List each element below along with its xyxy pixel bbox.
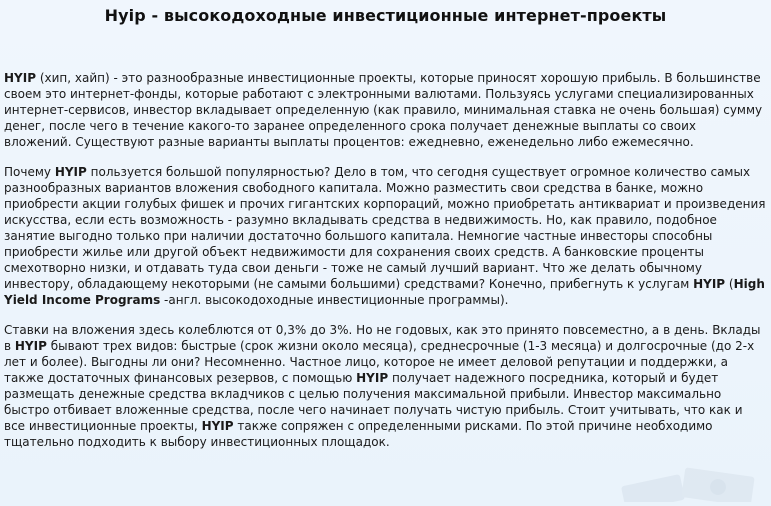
paragraph-text: получает надежного посредника, который и будет размещать денежные средства вкладчиков с целью получения максимальной прибыли. Инвестор максимально быстро отбивает вложенные средства, после чего начинает получать чистую прибыль. Стоит учитывать, что как и все инвестиционные проекты,: [4, 371, 743, 433]
paragraph-intro: [4, 70, 766, 150]
paragraph-text: (хип, хайп) - это разнообразные инвестиционные проекты, которые приносят хорошую прибыль. В большинстве своем это интернет-фонды, которые работают с электронными валютами. Пользуясь услугами специализированных интернет-сервисов, инвестор вкладывает определенную (как правило, минимальная ставка не очень большая) сумму денег, после чего в течение какого-то заранее определенного срока получает денежные выплаты со своих вложений. Существуют разные варианты выплаты процентов: ежедневно, еженедельно либо ежемесячно.: [4, 71, 763, 149]
paragraph-text: -англ. высокодоходные инвестиционные программы).: [160, 293, 509, 307]
term-hyip: HYIP: [356, 371, 389, 385]
paragraph-text: пользуется большой популярностью? Дело в том, что сегодня существует огромное количество самых разнообразных вариантов вложения свободного капитала. Можно разместить свои средства в банке, можно приобрести акции голубых фишек и прочих гигантских корпораций, можно приобретать антиквариат и произведения искусства, если есть возможность - разумно вкладывать средства в недвижимость. Но, как правило, подобное занятие выгодно только при наличии достаточно большого капитала. Немногие частные инвесторы способны приобрести жилье или другой объект недвижимости для сохранения своих средств. А банковские проценты смехотворно низки, и отдавать туда свои деньги - тоже не самый лучший вариант. Что же делать обычному инвестору, обладающему некоторыми (не самыми большими) средствами? Конечно, прибегнуть к услугам: [4, 165, 766, 291]
term-high-yield: High Yield Income Programs: [4, 277, 765, 307]
term-hyip: HYIP: [54, 165, 87, 179]
money-watermark-icon: [613, 462, 763, 502]
article-body: [4, 70, 766, 464]
paragraph-text: бывают трех видов: быстрые (срок жизни около месяца), среднесрочные (1-3 месяца) и долгосрочные (до 2-х лет и более). Выгодны ли они? Несомненно. Частное лицо, которое не имеет деловой репутации и поддержки, а также достаточных финансовых резервов, с помощью: [4, 339, 755, 385]
paragraph-text: Ставки на вложения здесь колеблются от 0,3% до 3%. Но не годовых, как это принято повсеместно, а в день. Вклады в: [4, 323, 761, 353]
term-hyip: HYIP: [201, 419, 234, 433]
paragraph-text: Почему: [4, 165, 55, 179]
page-title: Hyip - высокодоходные инвестиционные интернет-проекты: [104, 6, 667, 25]
term-hyip: HYIP: [4, 71, 36, 85]
term-hyip: HYIP: [693, 277, 726, 291]
paragraph-text: (: [725, 277, 734, 291]
paragraph-popularity: [4, 164, 766, 308]
paragraph-text: также сопряжен с определенными рисками. По этой причине необходимо тщательно подходить к выбору инвестиционных площадок.: [4, 419, 713, 449]
term-hyip: HYIP: [14, 339, 47, 353]
paragraph-rates: [4, 322, 766, 450]
